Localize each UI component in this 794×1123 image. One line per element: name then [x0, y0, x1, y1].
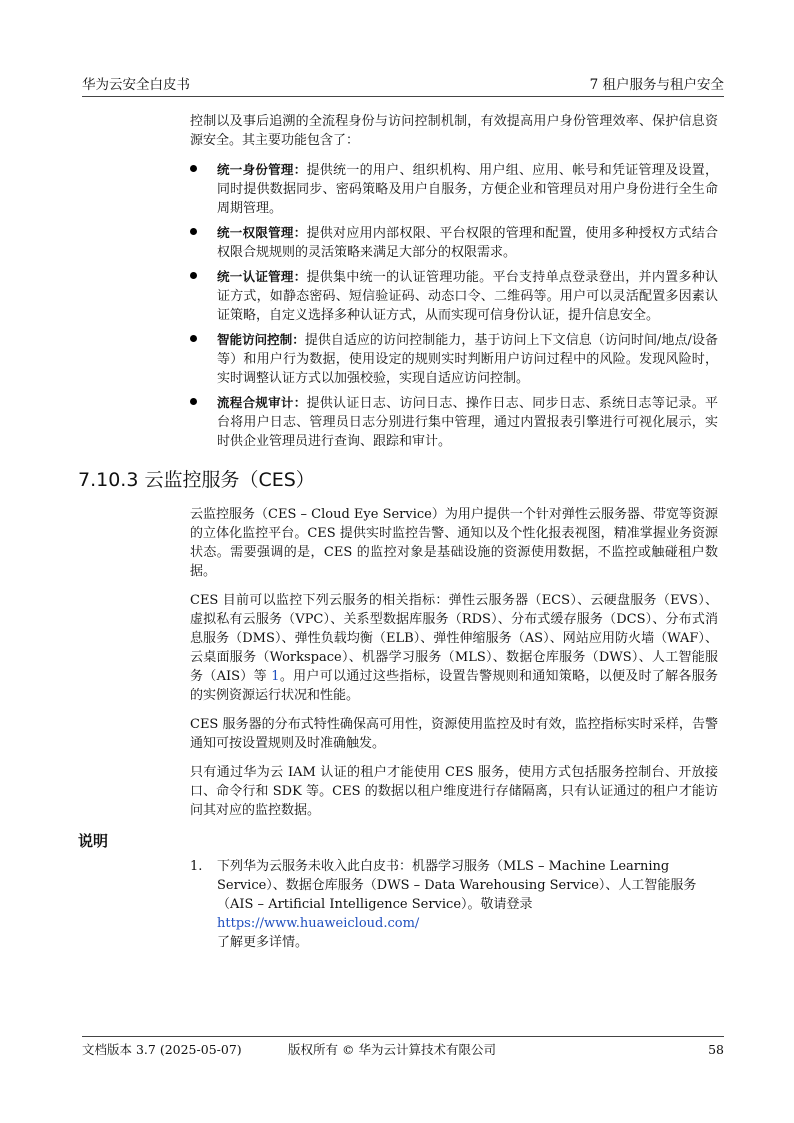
- intro-block: [190, 112, 718, 456]
- section-heading: 7.10.3 云监控服务（CES）: [78, 469, 315, 491]
- header-doc-title: 华为云安全白皮书: [82, 77, 190, 93]
- footnote-link[interactable]: 1: [271, 669, 280, 684]
- list-item: [190, 223, 718, 262]
- list-item: [190, 267, 718, 325]
- huaweicloud-link[interactable]: https://www.huaweicloud.com/: [217, 916, 420, 931]
- bullet-icon: [190, 228, 197, 235]
- bullet-icon: [190, 398, 197, 405]
- list-item: [190, 393, 718, 451]
- footer-page-number: 58: [708, 1042, 724, 1057]
- footer-doc-version: 文档版本 3.7 (2025-05-07): [82, 1042, 242, 1057]
- bullet-icon: [190, 165, 197, 172]
- ces-paragraph-3: CES 服务器的分布式特性确保高可用性，资源使用监控及时有效，监控指标实时采样，告警通知可按设置规则及时准确触发。: [190, 717, 718, 751]
- note-tail: 了解更多详情。: [217, 935, 309, 950]
- note-text: [217, 857, 718, 952]
- list-item-text: 提供对应用内部权限、平台权限的管理和配置，使用多种授权方式结合权限合规规则的灵活策略来满足大部分的权限需求。: [217, 226, 718, 260]
- list-item: [190, 160, 718, 218]
- list-item-term: 智能访问控制：: [217, 332, 305, 347]
- list-item-text: 提供统一的用户、组织机构、用户组、应用、帐号和凭证管理及设置，同时提供数据同步、密码策略及用户自服务，方便企业和管理员对用户身份进行全生命周期管理。: [217, 163, 718, 216]
- header-chapter-title: 7 租户服务与租户安全: [589, 77, 724, 93]
- bullet-icon: [190, 335, 197, 342]
- list-item-term: 统一权限管理：: [217, 225, 307, 240]
- list-item-text: 提供认证日志、访问日志、操作日志、同步日志、系统日志等记录。平台将用户日志、管理员日志分别进行集中管理，通过内置报表引擎进行可视化展示，实时供企业管理员进行查询、跟踪和审计。: [217, 396, 718, 449]
- ces-body: [190, 505, 718, 820]
- ces-paragraph-2: [190, 591, 718, 705]
- list-item: [190, 330, 718, 388]
- note-number: 1.: [190, 859, 203, 874]
- page-footer: [82, 1036, 724, 1059]
- footer-copyright: 版权所有 © 华为云计算技术有限公司: [288, 1042, 496, 1057]
- note-list: [190, 857, 718, 952]
- list-item-text: 提供自适应的访问控制能力，基于访问上下文信息（访问时间/地点/设备等）和用户行为数据，使用设定的规则实时判断用户访问过程中的风险。发现风险时，实时调整认证方式以加强校验，实现自适应访问控制。: [217, 333, 718, 386]
- page-header: [82, 76, 724, 97]
- ces-paragraph-2-text: CES 目前可以监控下列云服务的相关指标：弹性云服务器（ECS）、云硬盘服务（EVS）、虚拟私有云服务（VPC）、关系型数据库服务（RDS）、分布式缓存服务（DCS）、分布式消息服务（DMS）、弹性负载均衡（ELB）、弹性伸缩服务（AS）、网站应用防火墙（WAF）、云桌面服务（Workspace）、机器学习服务（MLS）、数据仓库服务（DWS）、人工智能服务（AIS）等: [190, 593, 718, 684]
- ces-paragraph-2-tail: 。用户可以通过这些指标，设置告警规则和通知策略，以便及时了解各服务的实例资源运行状况和性能。: [190, 669, 718, 703]
- bullet-icon: [190, 272, 197, 279]
- intro-paragraph: 控制以及事后追溯的全流程身份与访问控制机制，有效提高用户身份管理效率、保护信息资源安全。其主要功能包含了：: [190, 114, 718, 148]
- feature-list: [190, 160, 718, 451]
- note-heading: 说明: [78, 832, 109, 850]
- list-item-term: 统一身份管理：: [217, 162, 307, 177]
- list-item-term: 统一认证管理：: [217, 269, 307, 284]
- ces-paragraph-4: 只有通过华为云 IAM 认证的租户才能使用 CES 服务，使用方式包括服务控制台、开放接口、命令行和 SDK 等。CES 的数据以租户维度进行存储隔离，只有认证通过的租户才能访问其对应的监控数据。: [190, 765, 718, 818]
- ces-paragraph-1: 云监控服务（CES – Cloud Eye Service）为用户提供一个针对弹性云服务器、带宽等资源的立体化监控平台。CES 提供实时监控告警、通知以及个性化报表视图，精准掌握业务资源状态。需要强调的是，CES 的监控对象是基础设施的资源使用数据，不监控或触碰租户数据。: [190, 507, 718, 579]
- list-item-text: 提供集中统一的认证管理功能。平台支持单点登录登出，并内置多种认证方式，如静态密码、短信验证码、动态口令、二维码等。用户可以灵活配置多因素认证策略，自定义选择多种认证方式，从而实现可信身份认证，提升信息安全。: [217, 270, 718, 323]
- list-item-term: 流程合规审计：: [217, 395, 307, 410]
- note-body: 下列华为云服务未收入此白皮书：机器学习服务（MLS – Machine Learning Service）、数据仓库服务（DWS – Data Warehousing Service）、人工智能服务（AIS – Artificial Intelligence Service）。敬请登录: [217, 859, 697, 912]
